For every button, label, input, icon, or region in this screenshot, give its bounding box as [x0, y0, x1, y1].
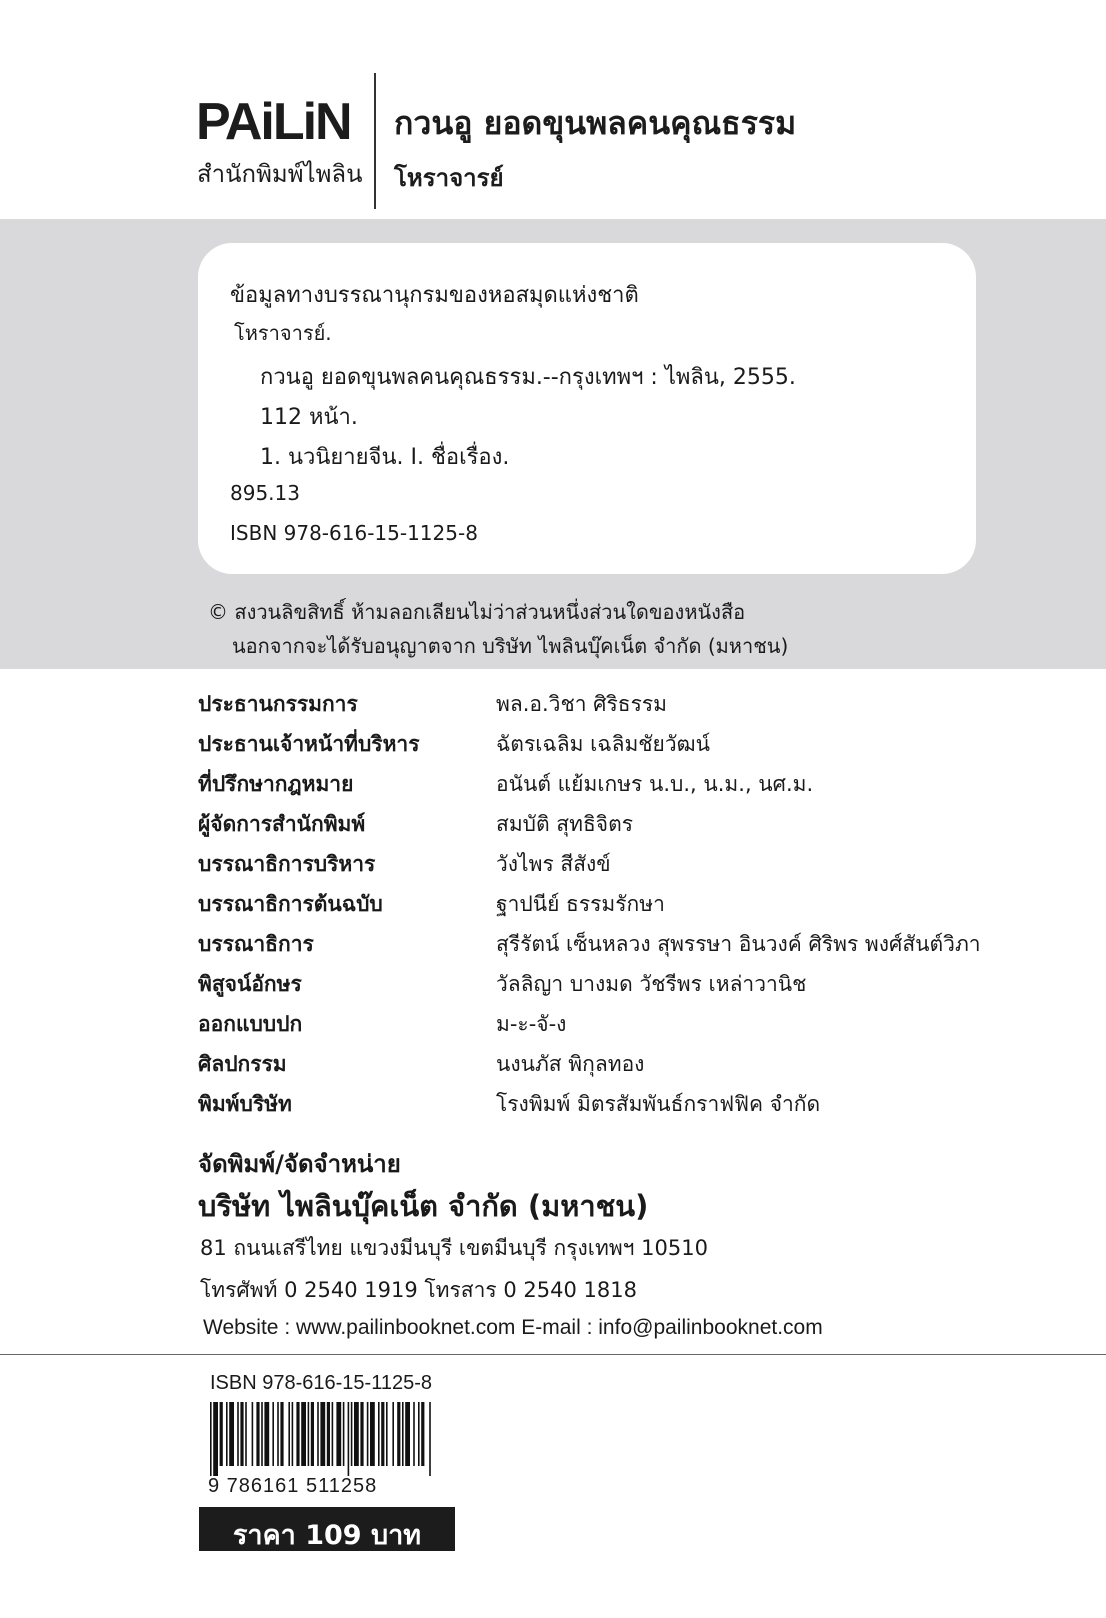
barcode-isbn-label: ISBN 978-616-15-1125-8 [210, 1372, 432, 1394]
cip-classification: 895.13 [230, 481, 300, 505]
barcode-bar [245, 1402, 247, 1466]
publisher-label: จัดพิมพ์/จัดจำหน่าย [198, 1150, 401, 1178]
barcode-bar [296, 1402, 299, 1466]
barcode-bar [264, 1402, 269, 1466]
barcode-bar [378, 1402, 380, 1466]
staff-role: ออกแบบปก [198, 1012, 303, 1036]
cip-isbn: ISBN 978-616-15-1125-8 [230, 521, 478, 545]
staff-name: อนันต์ แย้มเกษร น.บ., น.ม., นศ.ม. [496, 772, 814, 796]
staff-name: สุรีรัตน์ เซ็นหลวง สุพรรษา อินวงค์ ศิริพร พงศ์สันต์วิภา [496, 932, 981, 956]
price-text: ราคา 109 บาท [232, 1520, 422, 1551]
barcode-bar [317, 1402, 319, 1466]
barcode-bar [301, 1402, 306, 1466]
barcode-bar [348, 1402, 350, 1476]
staff-role: ประธานเจ้าหน้าที่บริหาร [198, 732, 420, 756]
barcode-bar [381, 1402, 384, 1466]
footer-divider [0, 1354, 1106, 1355]
staff-name: วังไพร สีสังข์ [496, 852, 611, 876]
copyright-line-2: นอกจากจะได้รับอนุญาตจาก บริษัท ไพลินบุ๊คเน็ต จำกัด (มหาชน) [232, 634, 789, 658]
publisher-address: 81 ถนนเสรีไทย แขวงมีนบุรี เขตมีนบุรี กรุงเทพฯ 10510 [200, 1236, 708, 1260]
staff-role: บรรณาธิการต้นฉบับ [198, 892, 383, 916]
barcode-bar [229, 1402, 234, 1466]
staff-name: สมบัติ สุทธิจิตร [496, 812, 634, 836]
cip-subject: 1. นวนิยายจีน. I. ชื่อเรื่อง. [260, 445, 510, 470]
barcode-bar [272, 1402, 274, 1466]
barcode-bar [367, 1402, 369, 1466]
price-badge [199, 1507, 455, 1551]
staff-name: พล.อ.วิชา ศิริธรรม [496, 692, 668, 716]
barcode-bar [288, 1402, 290, 1466]
staff-name: ฉัตรเฉลิม เฉลิมชัยวัฒน์ [496, 732, 710, 756]
book-title: กวนอู ยอดขุนพลคนคุณธรรม [394, 104, 797, 142]
barcode-bar [320, 1402, 325, 1466]
staff-role: ผู้จัดการสำนักพิมพ์ [198, 812, 366, 836]
barcode-bar [418, 1402, 420, 1466]
barcode-bar [402, 1402, 404, 1466]
barcode-bar [397, 1402, 400, 1466]
staff-name: วัลลิญา บางมด วัชรีพร เหล่าวานิช [496, 972, 807, 996]
barcode-bar [311, 1402, 314, 1466]
barcode-bar [351, 1402, 353, 1466]
cip-title-line: กวนอู ยอดขุนพลคนคุณธรรม.--กรุงเทพฯ : ไพลิน, 2555. [260, 365, 796, 390]
barcode-bar [386, 1402, 388, 1466]
barcode-bar [343, 1402, 345, 1466]
cip-author: โหราจารย์. [234, 321, 332, 345]
barcode-bar [308, 1402, 310, 1466]
barcode-bar [252, 1402, 254, 1466]
header-divider [374, 73, 376, 209]
barcode-bar [354, 1402, 359, 1466]
barcode-bar [421, 1402, 424, 1466]
staff-role: บรรณาธิการบริหาร [198, 852, 376, 876]
barcode-bar [392, 1402, 394, 1466]
barcode-bar [413, 1402, 415, 1466]
barcode-icon [210, 1402, 432, 1476]
staff-name: นงนภัส พิกุลทอง [496, 1052, 645, 1076]
publisher-logo: PAiLiN [196, 93, 351, 151]
copyright-line-1: © สงวนลิขสิทธิ์ ห้ามลอกเลียนไม่ว่าส่วนหนึ่งส่วนใดของหนังสือ [208, 600, 746, 624]
barcode-bar [370, 1402, 375, 1466]
barcode-digits: 9 786161 511258 [208, 1475, 378, 1497]
barcode-bar [332, 1402, 334, 1466]
barcode-bar [226, 1402, 228, 1466]
book-author: โหราจารย์ [394, 164, 504, 192]
staff-role: ศิลปกรรม [198, 1052, 287, 1076]
barcode-bar [292, 1402, 294, 1466]
barcode-bar [360, 1402, 363, 1466]
staff-role: บรรณาธิการ [198, 932, 314, 956]
cip-box [198, 243, 976, 574]
barcode-bar [213, 1402, 218, 1476]
publisher-web-contact: Website : www.pailinbooknet.com E-mail : info@pailinbooknet.com [203, 1316, 823, 1339]
publisher-logo-subtitle: สำนักพิมพ์ไพลิน [197, 160, 363, 188]
barcode-bar [280, 1402, 283, 1466]
staff-name: ฐาปนีย์ ธรรมรักษา [496, 892, 665, 916]
barcode-bar [429, 1402, 431, 1476]
staff-role: ประธานกรรมการ [198, 692, 358, 716]
barcode-bar [405, 1402, 410, 1466]
barcode-bar [220, 1402, 223, 1466]
cip-pages: 112 หน้า. [260, 405, 358, 430]
staff-name: ม-ะ-จั-ง [496, 1012, 567, 1036]
staff-role: ที่ปรึกษากฎหมาย [198, 772, 354, 796]
barcode-bar [256, 1402, 259, 1466]
barcode-bar [261, 1402, 263, 1466]
barcode-bar [327, 1402, 330, 1466]
barcode-bar [240, 1402, 243, 1466]
barcode-bar [237, 1402, 239, 1466]
barcode-bar [210, 1402, 212, 1476]
publisher-name: บริษัท ไพลินบุ๊คเน็ต จำกัด (มหาชน) [198, 1189, 649, 1223]
staff-role: พิสูจน์อักษร [198, 972, 302, 996]
staff-name: โรงพิมพ์ มิตรสัมพันธ์กราฟฟิค จำกัด [496, 1092, 821, 1116]
publisher-phone: โทรศัพท์ 0 2540 1919 โทรสาร 0 2540 1818 [200, 1278, 637, 1302]
barcode-bar [336, 1402, 341, 1466]
staff-role: พิมพ์บริษัท [198, 1092, 292, 1116]
barcode-bar [277, 1402, 279, 1466]
cip-heading: ข้อมูลทางบรรณานุกรมของหอสมุดแห่งชาติ [230, 283, 639, 308]
